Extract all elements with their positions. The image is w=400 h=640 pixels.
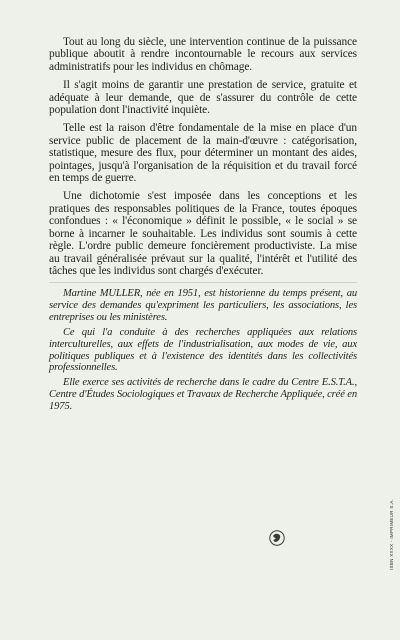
divider [49,282,357,283]
paragraph: Tout au long du siècle, une intervention continue de la puissance publique aboutit à rendre incontournable le recours aux services administratifs pour les individus en chômage. [49,36,357,73]
author-bio [49,288,357,416]
printer-credit: ISBN XXXX - IMPRIMEUR S.A. [389,498,394,570]
paragraph: Telle est la raison d'être fondamentale de la mise en place d'un service public de placement de la main-d'œuvre : catégorisation, statistique, mesure des flux, pour déterminer un montant des aides, pointages, jusqu'à l'organisation de la réquisition et du travail forcé en temps de guerre. [49,122,357,185]
bio-paragraph: Ce qui l'a conduite à des recherches appliquées aux relations interculturelles, aux effets de l'industrialisation, aux modes de vie, aux politiques publiques et à l'existence des identités dans les collectivités professionnelles. [49,326,357,374]
publisher-emblem-icon [269,530,285,546]
bio-paragraph: Elle exerce ses activités de recherche dans le cadre du Centre E.S.T.A., Centre d'Études Sociologiques et Travaux de Recherche Appliquée, créé en 1975. [49,377,357,413]
bio-paragraph: Martine MULLER, née en 1951, est historienne du temps présent, au service des demandes qu'expriment les particuliers, les associations, les entreprises ou les ministères. [49,288,357,323]
paragraph: Il s'agit moins de garantir une prestation de service, gratuite et adéquate à leur demande, que de s'assurer du contrôle de cette population dont l'inactivité inquiète. [49,79,357,117]
paragraph: Une dichotomie s'est imposée dans les conceptions et les pratiques des responsables politiques de la France, toutes époques confondues : « l'économique » définit le possible, « le social » se borne à incarner le souhaitable. Les individus sont soumis à cette règle. L'ordre public demeure foncièrement productiviste. La mise au travail généralisée prévaut sur la qualité, l'intérêt et l'utilité des tâches que les individus sont chargés d'exécuter. [49,190,357,277]
back-cover-text [49,36,357,283]
